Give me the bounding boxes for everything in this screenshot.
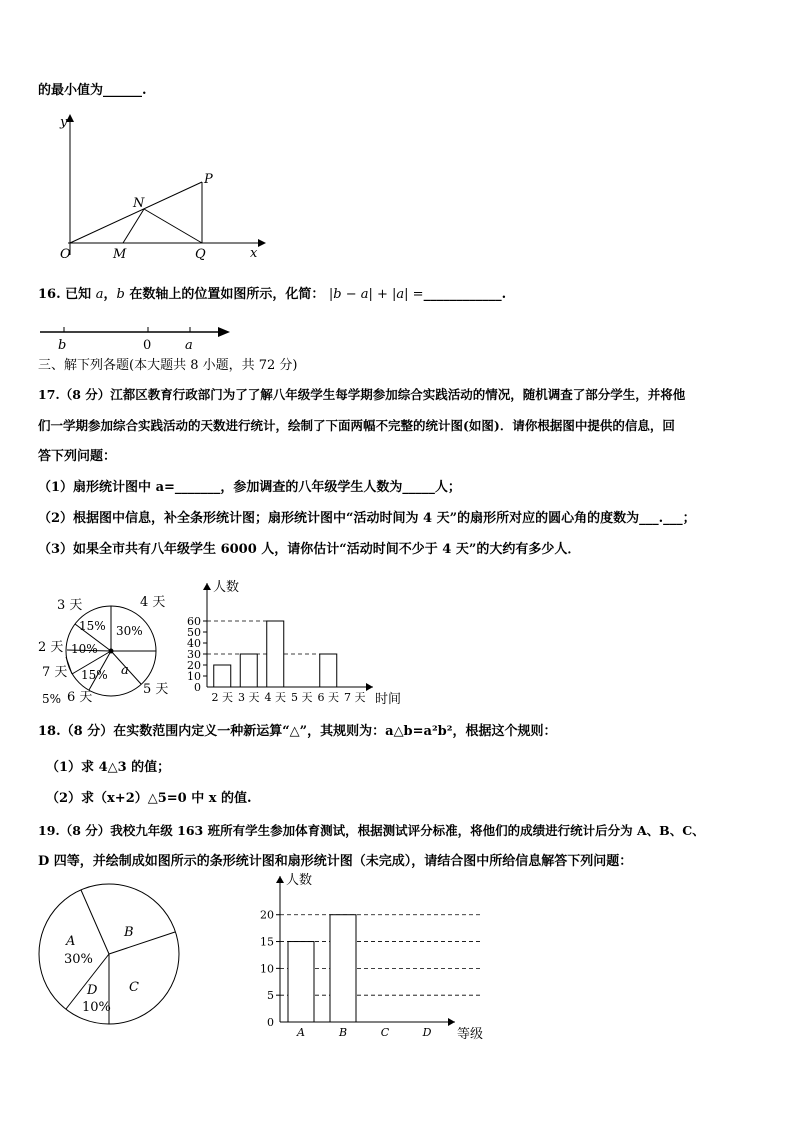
q18-part-1: （1）求 4△3 的值；: [46, 760, 171, 775]
y-axis-label: 人数: [286, 873, 313, 888]
y-tick-label: 0: [194, 681, 201, 694]
q17-bar-chart: [180, 565, 420, 710]
bar: [330, 915, 356, 1022]
x-tick-label: 6 天: [317, 691, 339, 704]
pie-label-7days: 7 天: [42, 665, 68, 680]
y-tick-label: 50: [187, 626, 201, 639]
q16-expression: |b − a| + |a| =: [328, 287, 424, 302]
q17-line-3: 答下列问题：: [38, 449, 117, 464]
q19-pie-d-label: D: [87, 983, 98, 998]
x-axis-label: 时间: [375, 692, 402, 707]
x-tick-label: 5 天: [291, 691, 313, 704]
pie-pct-30: 30%: [116, 624, 143, 638]
bar: [267, 621, 284, 687]
pie-label-2days: 2 天: [38, 640, 64, 655]
x-axis-label: 等级: [457, 1027, 484, 1042]
y-tick-label: 10: [260, 962, 274, 976]
q19-line-2: D 四等，并绘制成如图所示的条形统计图和扇形统计图（未完成），请结合图中所给信息解答下列问题：: [38, 854, 633, 869]
numberline-a-label: a: [185, 338, 193, 352]
x-axis-arrow: [366, 683, 373, 691]
q17-part-3: （3）如果全市共有八年级学生 6000 人，请你估计“活动时间不少于 4 天”的大约有多少人．: [38, 542, 581, 557]
y-tick-label: 30: [187, 648, 201, 661]
q17-part-2: （2）根据图中信息，补全条形统计图；扇形统计图中“活动时间为 4 天”的扇形所对应的圆心角的度数为___.___；: [38, 511, 696, 526]
q19-pie-a-pct: 30%: [64, 952, 93, 967]
x-tick-label: 4 天: [264, 691, 286, 704]
pie-pct-10: 10%: [71, 642, 98, 656]
y-tick-label: 20: [260, 908, 274, 922]
pie-label-5pct: 5%: [42, 692, 62, 706]
q16-answer-blank: ____________: [423, 287, 502, 302]
q17-line-2: 们一学期参加综合实践活动的天数进行统计，绘制了下面两幅不完整的统计图(如图)．请你根据图中提供的信息，回: [38, 418, 675, 433]
q19-pie-d-pct: 10%: [82, 1000, 111, 1015]
y-axis-label: 人数: [213, 580, 240, 595]
q16-sep: ，: [103, 287, 117, 302]
point-n-label: N: [133, 196, 145, 211]
q19-pie-a-label: A: [66, 934, 76, 949]
q16-end: .: [501, 287, 507, 302]
section-three-heading: 三、解下列各题(本大题共 8 小题，共 72 分): [38, 358, 298, 373]
q17-part-1: （1）扇形统计图中 a=_______，参加调查的八年级学生人数为_____人；: [38, 480, 461, 495]
q15-figure: [40, 110, 270, 260]
bar: [240, 654, 257, 687]
point-q-label: Q: [195, 247, 206, 260]
q16-var-a: a: [95, 287, 104, 302]
q16-text-b: 在数轴上的位置如图所示，化简：: [129, 287, 325, 302]
x-tick-label: C: [380, 1026, 390, 1039]
x-tick-label: 7 天: [344, 691, 366, 704]
pie-label-3days: 3 天: [57, 598, 83, 613]
numberline-b-label: b: [58, 338, 67, 352]
x-tick-label: A: [297, 1026, 305, 1039]
origin-label: O: [60, 247, 71, 260]
q17-line-1: 17.（8 分）江都区教育行政部门为了了解八年级学生每学期参加综合实践活动的情况，随机调查了部分学生，并将他: [38, 387, 686, 402]
q19-pie-c-label: C: [129, 980, 139, 995]
point-p-label: P: [204, 172, 213, 187]
x-tick-label: 2 天: [211, 691, 233, 704]
y-tick-label: 60: [187, 615, 201, 628]
x-tick-label: B: [338, 1026, 348, 1039]
pie-pct-15-lower: 15%: [81, 668, 108, 682]
y-axis-label: y: [60, 115, 68, 130]
y-tick-label: 20: [187, 659, 201, 672]
q16-line: [38, 287, 506, 303]
q16-number: 16.: [38, 287, 61, 302]
x-axis-label: x: [250, 246, 258, 260]
bar: [214, 665, 231, 687]
y-tick-label: 0: [267, 1016, 274, 1029]
x-axis-arrow: [448, 1018, 455, 1026]
number-line: [38, 320, 238, 352]
y-tick-label: 10: [187, 670, 201, 683]
q15-tail: 的最小值为______.: [38, 83, 147, 98]
q17-pie-chart: [36, 590, 176, 710]
q18-part-2: （2）求（x+2）△5=0 中 x 的值.: [46, 791, 252, 806]
x-tick-label: 3 天: [238, 691, 260, 704]
x-tick-label: D: [422, 1026, 432, 1039]
q16-var-b: b: [116, 287, 125, 302]
q19-pie-chart: [36, 875, 186, 1030]
numberline-zero-label: 0: [143, 338, 152, 352]
y-axis-arrow: [276, 876, 284, 883]
bar: [288, 942, 314, 1022]
y-tick-label: 5: [267, 989, 274, 1003]
q16-text-a: 已知: [65, 287, 92, 302]
q19-line-1: 19.（8 分）我校九年级 163 班所有学生参加体育测试，根据测试评分标准，将他们的成绩进行统计后分为 A、B、C、: [38, 823, 705, 838]
pie-label-6days: 6 天: [67, 690, 93, 705]
q19-bar-chart: [255, 870, 505, 1045]
y-axis-arrow: [203, 583, 211, 590]
y-tick-label: 15: [260, 935, 274, 949]
bar: [320, 654, 337, 687]
pie-pct-15-upper: 15%: [79, 619, 106, 633]
pie-label-4days: 4 天: [140, 595, 166, 610]
y-tick-label: 40: [187, 637, 201, 650]
pie-pct-a: a: [121, 663, 129, 678]
q18-line-1: 18.（8 分）在实数范围内定义一种新运算“△”，其规则为：a△b=a²b²，根据这个规则：: [38, 724, 557, 739]
pie-label-5days: 5 天: [143, 682, 169, 697]
q19-pie-b-label: B: [124, 925, 134, 940]
point-m-label: M: [113, 247, 127, 260]
